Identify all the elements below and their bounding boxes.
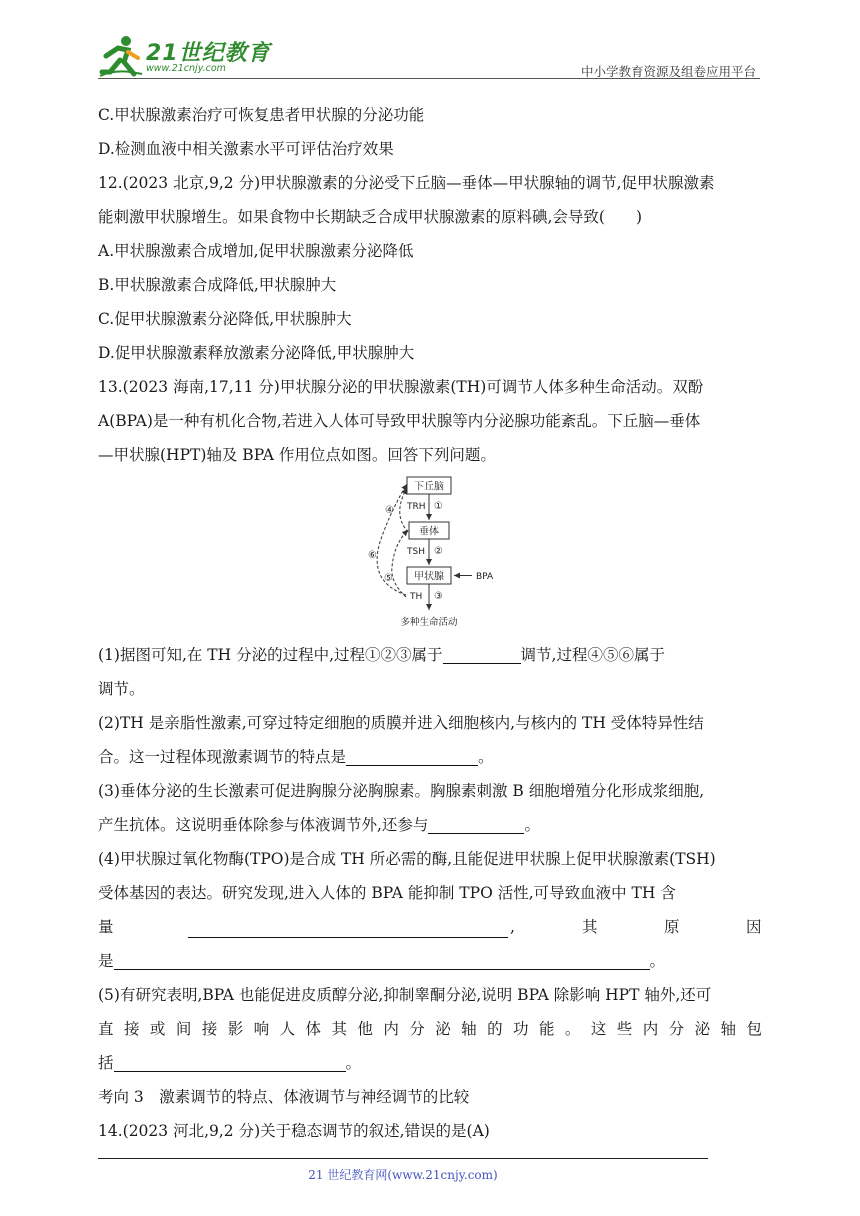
process-1-label: ① <box>434 501 443 512</box>
q13-part4-yin: 因 <box>746 918 762 936</box>
q12-stem-2: 能刺激甲状腺增生。如果食物中长期缺乏合成甲状腺激素的原料碘,会导致( ) <box>98 208 643 226</box>
document-body <box>98 98 762 1148</box>
process-5-label: ⑤ <box>384 573 393 584</box>
hypothalamus-label: 下丘脑 <box>414 481 444 493</box>
q13-part5-line1: (5)有研究表明,BPA 也能促进皮质醇分泌,抑制睾酮分泌,说明 BPA 除影响 HPT 轴外,还可 <box>98 986 712 1004</box>
q13-part4-line3 <box>98 910 762 944</box>
header-divider <box>98 78 760 79</box>
q12-stem-1: 12.(2023 北京,9,2 分)甲状腺激素的分泌受下丘脑—垂体—甲状腺轴的调节,促甲状腺激素 <box>98 174 715 192</box>
q13-part4-comma: , <box>510 918 515 936</box>
process-3-label: ③ <box>434 591 443 602</box>
feedback-5-arrow <box>392 530 408 597</box>
q13-part3-text-a: 产生抗体。这说明垂体除参与体液调节外,还参与 <box>98 816 429 834</box>
answer-blank-2[interactable] <box>346 745 478 766</box>
activities-label: 多种生命活动 <box>400 617 458 628</box>
q13-part4-qi: 其 <box>582 918 598 936</box>
process-2-label: ② <box>434 546 443 557</box>
q13-stem-3: —甲状腺(HPT)轴及 BPA 作用位点如图。回答下列问题。 <box>98 446 496 464</box>
q13-part5-line2: 直接或间接影响人体其他内分泌轴的功能。这些内分泌轴包 <box>98 1020 762 1038</box>
thyroid-label: 甲状腺 <box>414 571 444 583</box>
q12-option-a: A.甲状腺激素合成增加,促甲状腺激素分泌降低 <box>98 242 414 260</box>
q13-part2-text-a: 合。这一过程体现激素调节的特点是 <box>98 748 347 766</box>
answer-blank-1[interactable] <box>443 643 521 664</box>
q14-stem: 14.(2023 河北,9,2 分)关于稳态调节的叙述,错误的是(A) <box>98 1122 490 1140</box>
q13-part5-text-a: 括 <box>98 1054 114 1072</box>
q13-part4-line4 <box>98 944 762 978</box>
q13-part2-line2 <box>98 740 762 774</box>
th-label: TH <box>410 592 423 602</box>
option-d: D.检测血液中相关激素水平可评估治疗效果 <box>98 140 394 158</box>
q13-part4-text-a: 量 <box>98 918 114 936</box>
q13-part1-text-b: 调节,过程④⑤⑥属于 <box>520 646 665 664</box>
trh-label: TRH <box>407 502 426 512</box>
q13-part1-text-a: (1)据图可知,在 TH 分泌的过程中,过程①②③属于 <box>98 646 443 664</box>
hpt-axis-figure <box>98 472 762 638</box>
q13-stem-2: A(BPA)是一种有机化合物,若进入人体可导致甲状腺等内分泌腺功能紊乱。下丘脑—垂体 <box>98 412 701 430</box>
platform-title: 中小学教育资源及组卷应用平台 <box>580 64 756 79</box>
page-footer: 21 世纪教育网(www.21cnjy.com) <box>308 1168 498 1182</box>
q13-part2-text-b: 。 <box>478 748 494 766</box>
q13-part4-text-c: 。 <box>649 952 666 970</box>
q13-part2-line1: (2)TH 是亲脂性激素,可穿过特定细胞的质膜并进入细胞核内,与核内的 TH 受体特异性结 <box>98 714 704 732</box>
logo-text: 21世纪教育 <box>146 41 271 66</box>
option-c: C.甲状腺激素治疗可恢复患者甲状腺的分泌功能 <box>98 106 425 124</box>
q13-stem-1: 13.(2023 海南,17,11 分)甲状腺分泌的甲状腺激素(TH)可调节人体多种生命活动。双酚 <box>98 378 704 396</box>
pituitary-label: 垂体 <box>419 526 439 538</box>
page-header <box>98 30 760 78</box>
q13-part4-yuan: 原 <box>664 918 680 936</box>
process-4-label: ④ <box>385 505 394 516</box>
process-6-label: ⑥ <box>368 550 377 561</box>
q12-option-c: C.促甲状腺激素分泌降低,甲状腺肿大 <box>98 310 352 328</box>
answer-blank-3[interactable] <box>428 813 524 834</box>
q13-part5-text-b: 。 <box>345 1054 362 1072</box>
runner-logo-icon <box>98 34 144 78</box>
q13-part3-line2 <box>98 808 762 842</box>
q13-part4-line2: 受体基因的表达。研究发现,进入人体的 BPA 能抑制 TPO 活性,可导致血液中 TH 含 <box>98 884 676 902</box>
section-heading: 考向 3 激素调节的特点、体液调节与神经调节的比较 <box>98 1088 470 1106</box>
tsh-label: TSH <box>407 547 425 557</box>
q12-option-d: D.促甲状腺激素释放激素分泌降低,甲状腺肿大 <box>98 344 415 362</box>
q13-part4-text-b: 是 <box>98 952 114 970</box>
footer-divider <box>98 1158 708 1159</box>
q13-part1-line1 <box>98 638 762 672</box>
q13-part1-line2: 调节。 <box>98 680 145 698</box>
q13-part4-line1: (4)甲状腺过氧化物酶(TPO)是合成 TH 所必需的酶,且能促进甲状腺上促甲状腺激素(TSH) <box>98 850 716 868</box>
site-logo <box>98 34 288 78</box>
q12-option-b: B.甲状腺激素合成降低,甲状腺肿大 <box>98 276 337 294</box>
q13-part3-text-b: 。 <box>524 816 540 834</box>
hpt-diagram <box>98 472 762 638</box>
q13-part5-line3 <box>98 1046 762 1080</box>
answer-blank-5[interactable] <box>114 949 650 970</box>
answer-blank-6[interactable] <box>114 1051 346 1072</box>
q13-part3-line1: (3)垂体分泌的生长激素可促进胸腺分泌胸腺素。胸腺素刺激 B 细胞增殖分化形成浆细胞, <box>98 782 705 800</box>
answer-blank-4[interactable] <box>188 917 508 938</box>
logo-url: www.21cnjy.com <box>146 63 226 74</box>
bpa-label: BPA <box>476 572 494 582</box>
